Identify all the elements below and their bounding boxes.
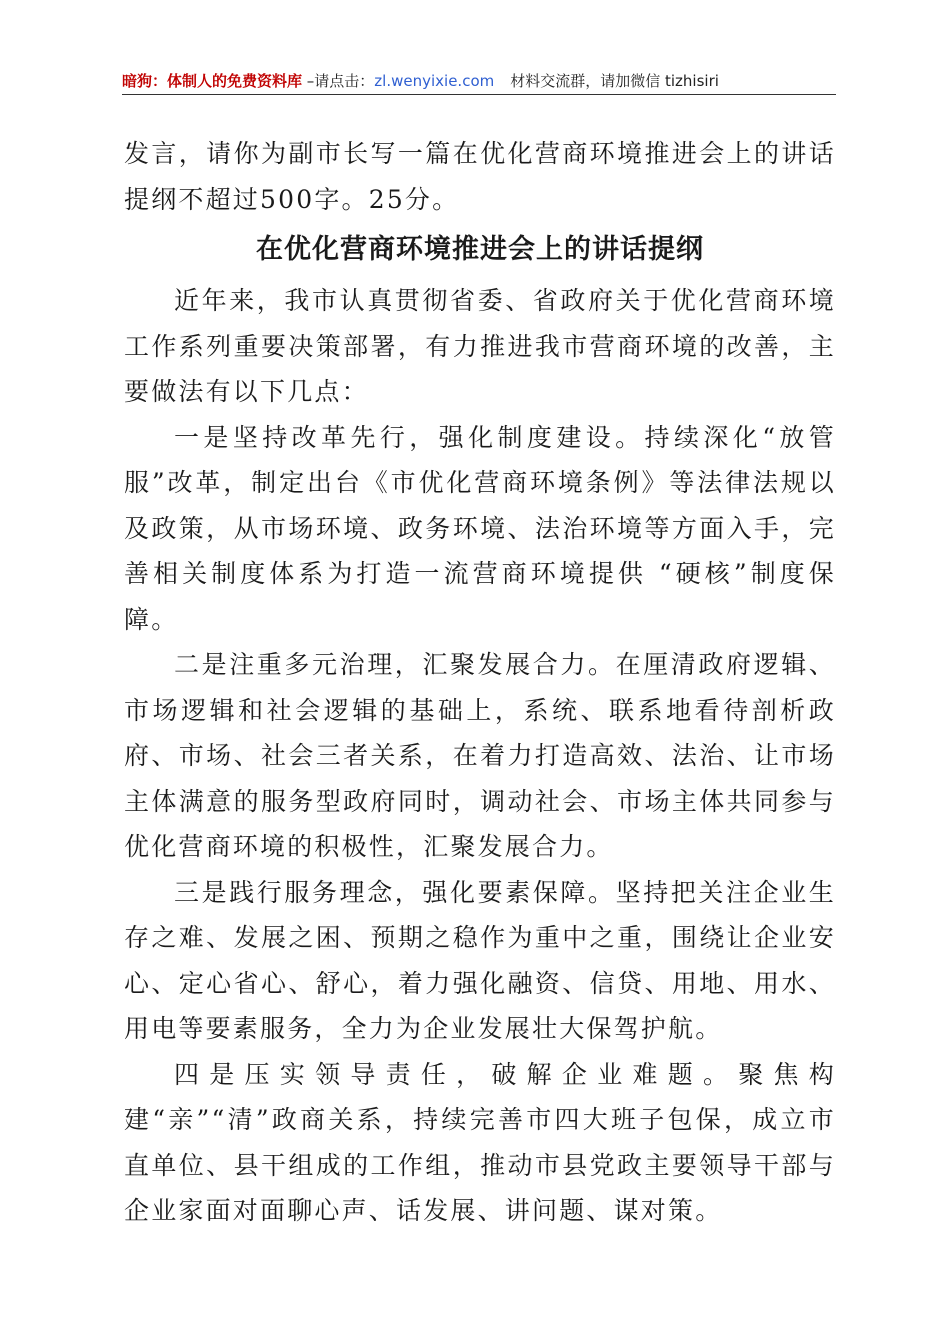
body-paragraph: 近年来，我市认真贯彻省委、省政府关于优化营商环境工作系列重要决策部署，有力推进我市营商环境的改善，主要做法有以下几点：: [124, 286, 836, 406]
document-title: 在优化营商环境推进会上的讲话提纲: [256, 234, 704, 265]
header-wechat-note: 材料交流群，请加微信 tizhisiri: [510, 72, 719, 90]
header-url-link[interactable]: zl.wenyixie.com: [374, 72, 495, 90]
intro-paragraph: 发言，请你为副市长写一篇在优化营商环境推进会上的讲话提纲不超过500字。25分。: [124, 139, 836, 214]
body-paragraph: 四是压实领导责任，破解企业难题。聚焦构建“亲”“清”政商关系，持续完善市四大班子包保，成立市直单位、县干组成的工作组，推动市县党政主要领导干部与企业家面对面聊心声、话发展、讲问题、谋对策。: [124, 1059, 836, 1225]
page-header: [122, 68, 836, 94]
body-paragraph: 三是践行服务理念，强化要素保障。坚持把关注企业生存之难、发展之困、预期之稳作为重中之重，围绕让企业安心、定心省心、舒心，着力强化融资、信贷、用地、用水、用电等要素服务，全力为企业发展壮大保驾护航。: [124, 877, 836, 1043]
document-body: [124, 131, 836, 1234]
header-link-label: –请点击：: [302, 72, 375, 90]
header-brand: 暗狗：体制人的免费资料库: [122, 72, 303, 90]
body-paragraph: 二是注重多元治理，汇聚发展合力。在厘清政府逻辑、市场逻辑和社会逻辑的基础上，系统、联系地看待剖析政府、市场、社会三者关系，在着力打造高效、法治、让市场主体满意的服务型政府同时，调动社会、市场主体共同参与优化营商环境的积极性，汇聚发展合力。: [124, 650, 836, 861]
body-paragraph: 一是坚持改革先行，强化制度建设。持续深化“放管服”改革，制定出台《市优化营商环境条例》等法律法规以及政策，从市场环境、政务环境、法治环境等方面入手，完善相关制度体系为打造一流营商环境提供 “硬核”制度保障。: [124, 422, 836, 634]
header-divider: [122, 94, 836, 95]
